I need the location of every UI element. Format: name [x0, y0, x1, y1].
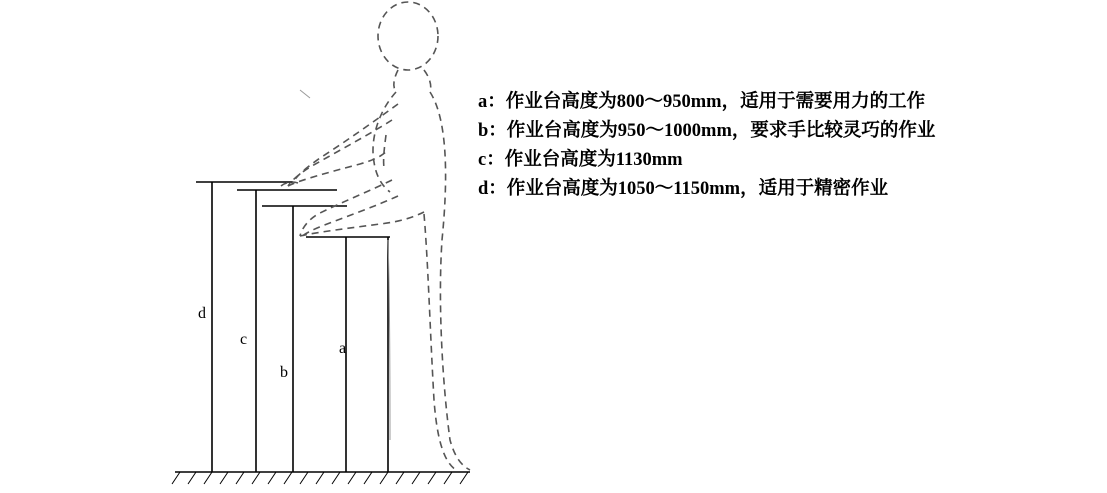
bench-d — [196, 182, 293, 472]
torso-fold — [384, 135, 386, 168]
legend-line-b: b：作业台高度为950～1000mm，要求手比较灵巧的作业 — [478, 121, 936, 141]
bench-label-d: d — [198, 305, 206, 322]
back-contour — [430, 92, 470, 470]
ground-hatching — [172, 472, 468, 484]
legend-line-d: d：作业台高度为1050～1150mm，适用于精密作业 — [478, 179, 889, 199]
legend-line-a: a：作业台高度为800～950mm，适用于需要用力的工作 — [478, 92, 926, 112]
neck-left — [394, 70, 398, 92]
figure-detail-lines — [300, 90, 390, 440]
neck-right — [424, 70, 431, 92]
legend-line-c: c：作业台高度为1130mm — [478, 150, 683, 170]
head-outline — [378, 2, 438, 70]
human-figure-outline — [281, 2, 470, 470]
forearm — [288, 150, 388, 186]
bench-c — [237, 190, 337, 472]
lap-upper — [300, 180, 392, 236]
bench-label-c: c — [240, 331, 248, 348]
legend-block — [478, 88, 1038, 204]
lap-lower — [300, 212, 424, 236]
arm-outer — [292, 104, 398, 184]
leg-left-contour — [424, 214, 456, 470]
bench-label-a: a — [339, 340, 347, 357]
bench-label-b: b — [280, 364, 288, 381]
upper-arm — [288, 120, 392, 186]
bench-b — [262, 206, 347, 472]
bench-a — [306, 237, 390, 472]
